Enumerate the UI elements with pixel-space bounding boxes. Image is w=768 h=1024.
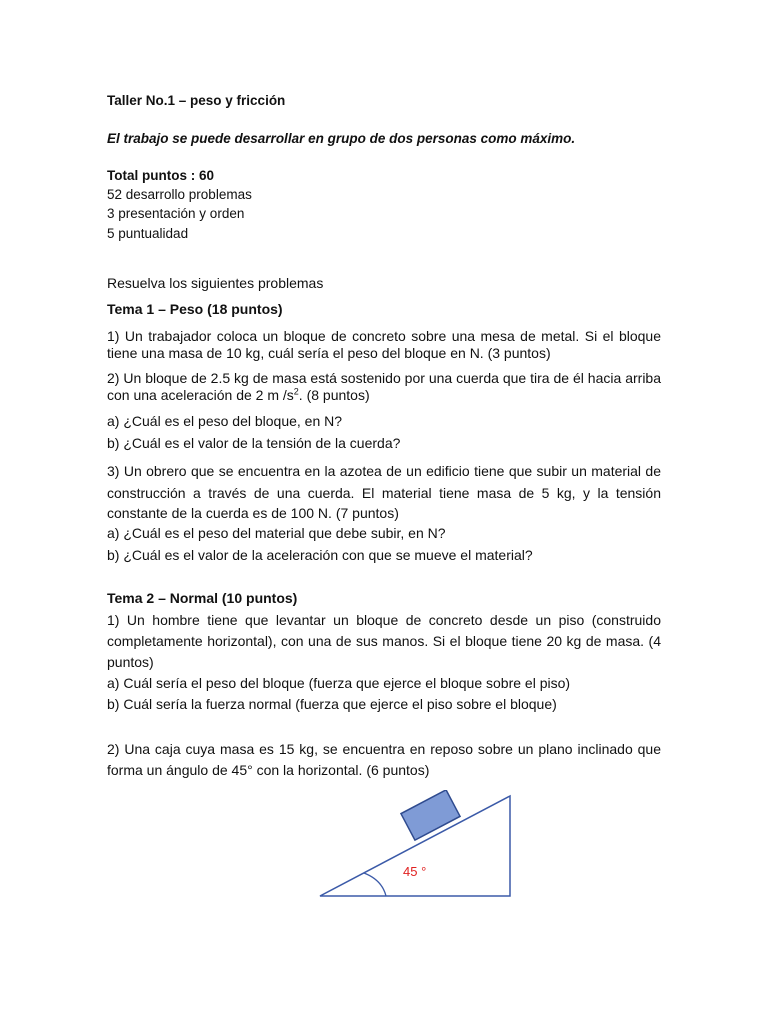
text-line: tiene una masa de 10 kg, cuál sería el peso del bloque en N. (3 puntos) <box>107 345 551 361</box>
tema1-problem-3 <box>107 460 661 523</box>
tema1-problem-2b: b) ¿Cuál es el valor de la tensión de la cuerda? <box>107 435 401 451</box>
total-points: Total puntos : 60 <box>107 168 214 183</box>
text-line: construcción a través de una cuerda. El material tiene masa de 5 kg, y la tensión <box>107 485 661 501</box>
text-line: 2) Una caja cuya masa es 15 kg, se encuentra en reposo sobre un plano inclinado que <box>107 741 661 757</box>
points-breakdown-item: 3 presentación y orden <box>107 206 245 221</box>
box-on-incline <box>401 790 460 840</box>
tema2-problem-2 <box>107 739 661 781</box>
tema2-heading: Tema 2 – Normal (10 puntos) <box>107 590 298 606</box>
tema2-problem-1a: a) Cuál sería el peso del bloque (fuerza que ejerce el bloque sobre el piso) <box>107 675 571 691</box>
group-instructions: El trabajo se puede desarrollar en grupo de dos personas como máximo. <box>107 131 576 146</box>
text-line <box>107 387 661 404</box>
tema1-problem-1 <box>107 328 661 362</box>
text-line: puntos) <box>107 654 154 670</box>
angle-label: 45 ° <box>403 864 427 879</box>
tema1-heading: Tema 1 – Peso (18 puntos) <box>107 301 283 317</box>
tema1-problem-2a: a) ¿Cuál es el peso del bloque, en N? <box>107 413 343 429</box>
tema1-problem-3a: a) ¿Cuál es el peso del material que debe subir, en N? <box>107 525 446 541</box>
points-breakdown-item: 52 desarrollo problemas <box>107 187 252 202</box>
points-breakdown-item: 5 puntualidad <box>107 226 189 241</box>
superscript: 2 <box>293 386 299 397</box>
text-line: completamente horizontal), con una de sus manos. Si el bloque tiene 20 kg de masa. (4 <box>107 633 661 649</box>
angle-arc <box>364 873 386 896</box>
text-line: constante de la cuerda es de 100 N. (7 puntos) <box>107 505 399 521</box>
text-line: forma un ángulo de 45° con la horizontal. (6 puntos) <box>107 762 430 778</box>
intro-text: Resuelva los siguientes problemas <box>107 275 324 291</box>
tema1-problem-2 <box>107 370 661 404</box>
text-line: 3) Un obrero que se encuentra en la azotea de un edificio tiene que subir un material de <box>107 463 661 479</box>
text-fragment: con una aceleración de 2 m /s <box>107 387 294 403</box>
text-line: 1) Un trabajador coloca un bloque de concreto sobre una mesa de metal. Si el bloque <box>107 328 661 344</box>
tema2-problem-1 <box>107 610 661 673</box>
tema1-problem-3b: b) ¿Cuál es el valor de la aceleración con que se mueve el material? <box>107 547 533 563</box>
inclined-plane-diagram <box>316 790 516 902</box>
text-fragment: . (8 puntos) <box>298 387 370 403</box>
text-line: 1) Un hombre tiene que levantar un bloque de concreto desde un piso (construido <box>107 612 661 628</box>
text-line: 2) Un bloque de 2.5 kg de masa está sostenido por una cuerda que tira de él hacia arriba <box>107 370 661 386</box>
worksheet-title: Taller No.1 – peso y fricción <box>107 93 286 108</box>
tema2-problem-1b: b) Cuál sería la fuerza normal (fuerza que ejerce el piso sobre el bloque) <box>107 696 557 712</box>
